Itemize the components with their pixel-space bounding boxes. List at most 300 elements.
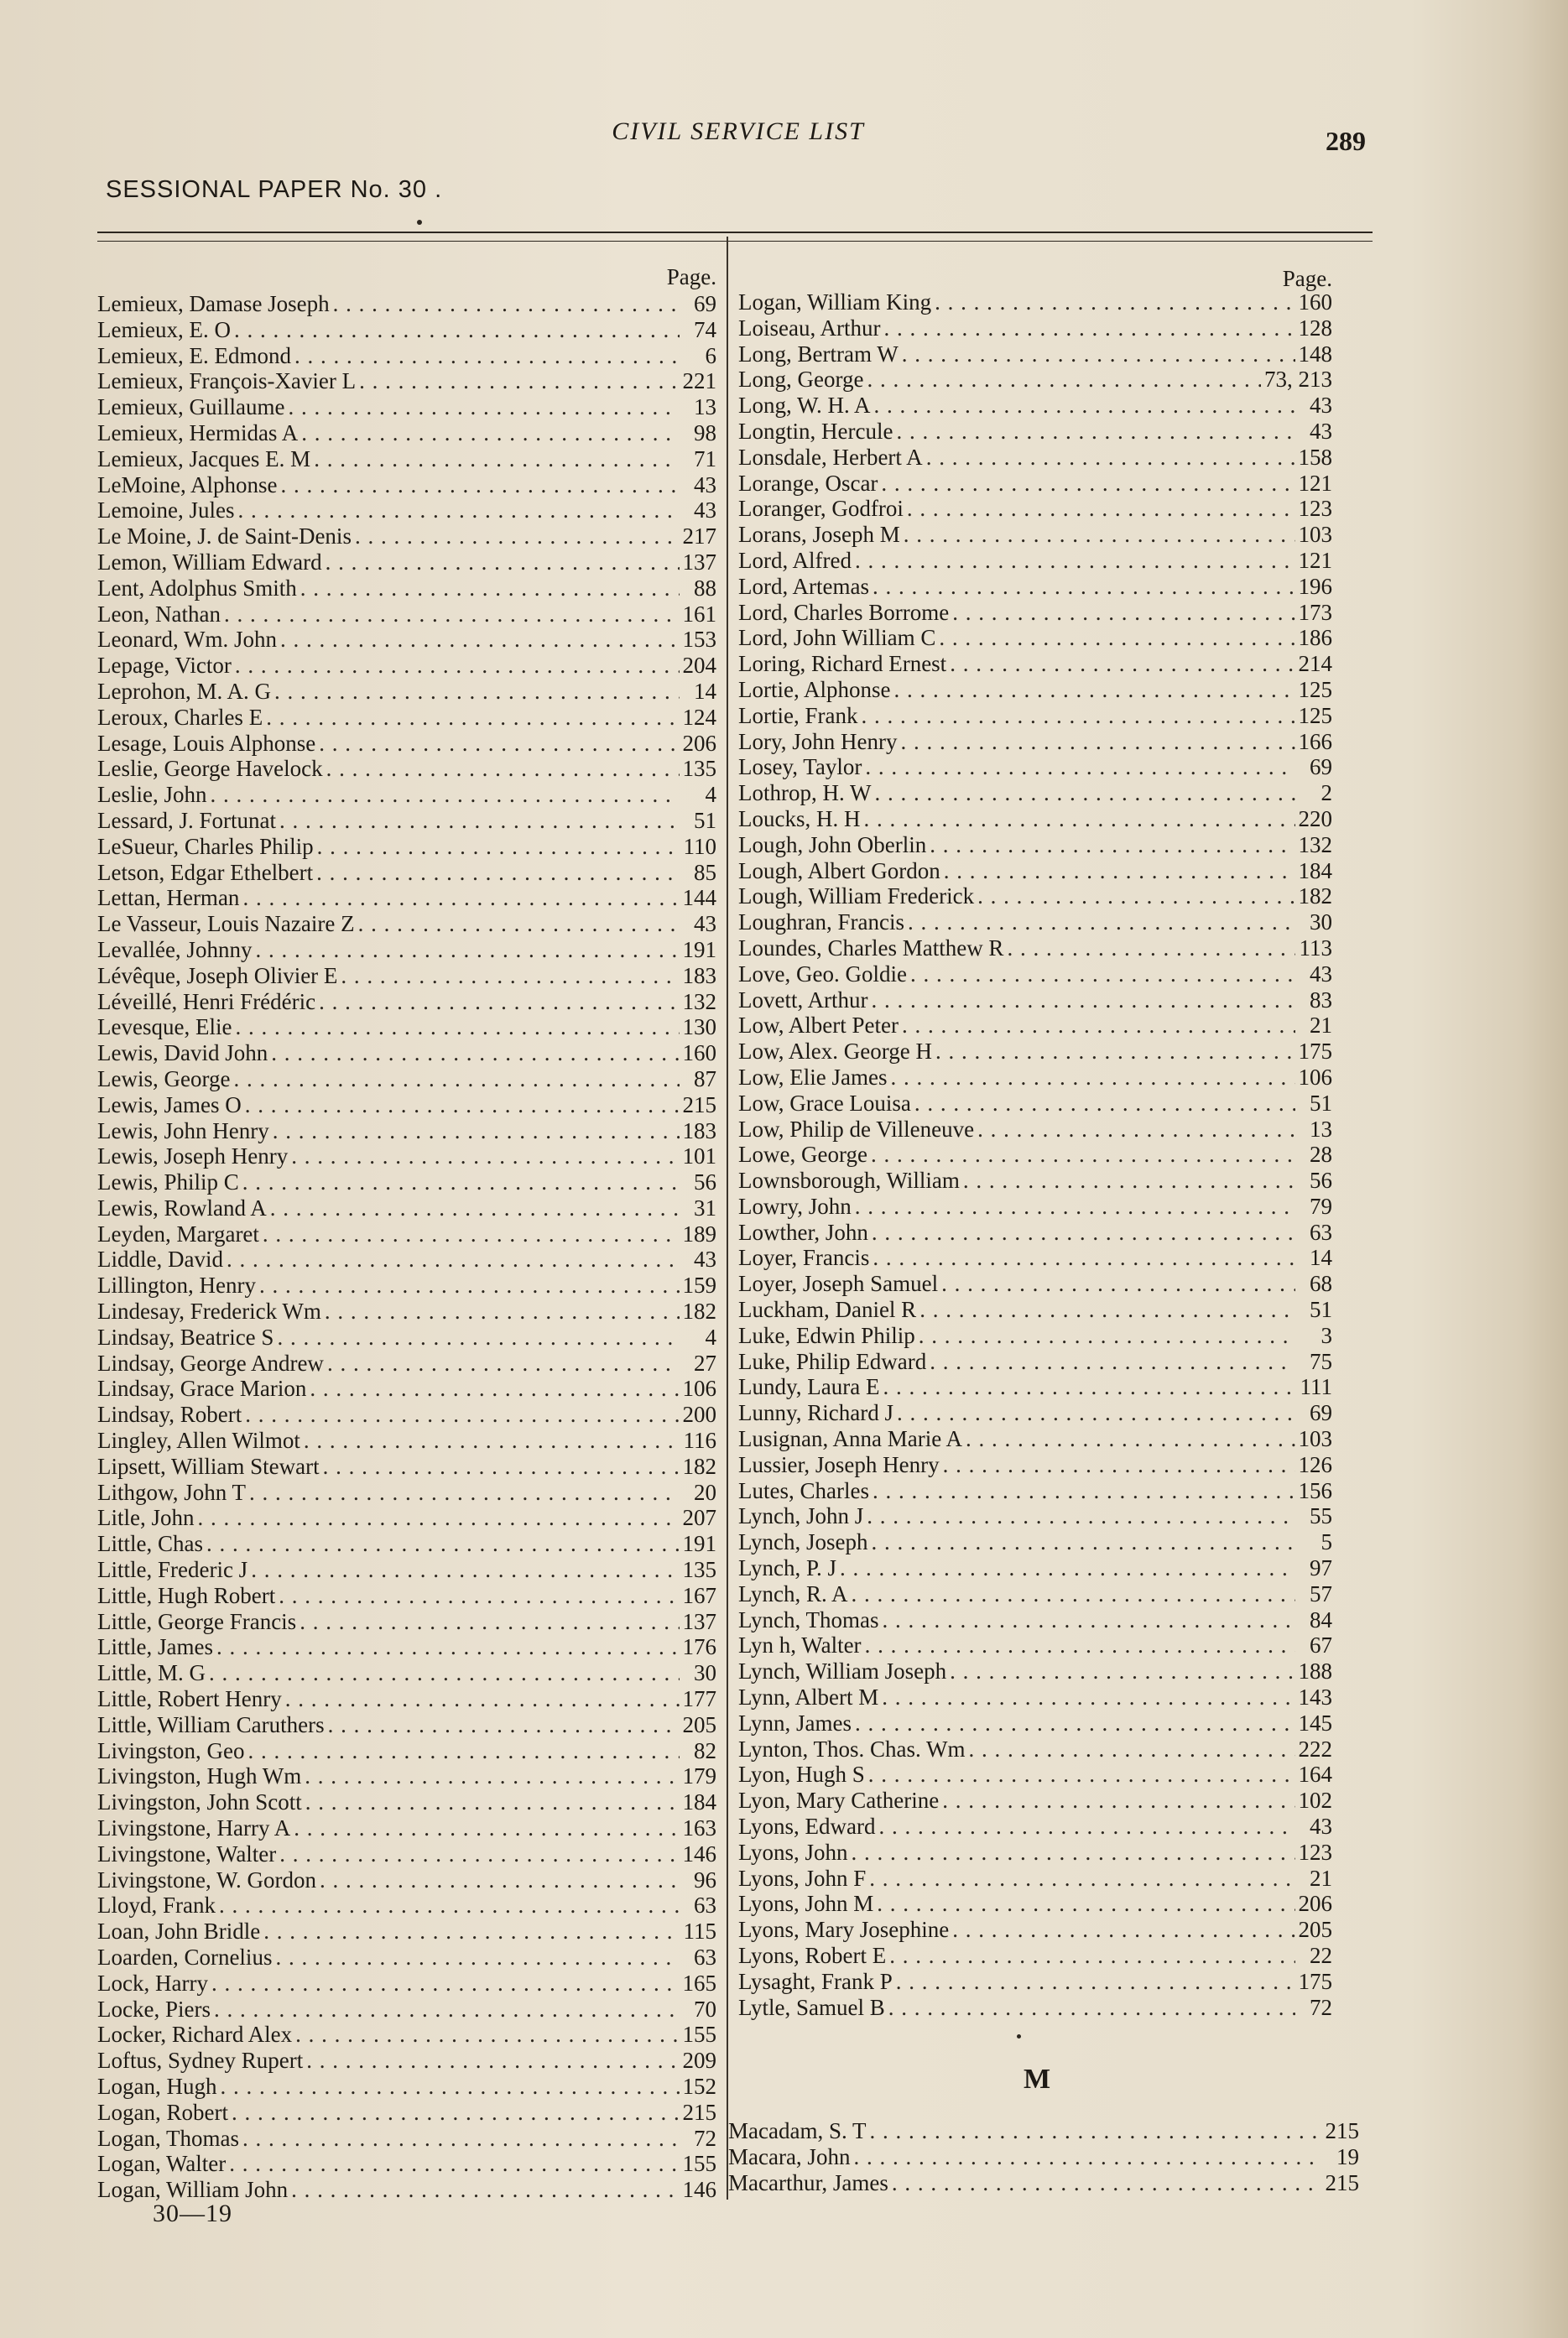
dot-leader (220, 2074, 679, 2100)
index-entry (97, 575, 716, 601)
index-entry (738, 651, 1332, 677)
entry-name: Leon, Nathan (97, 601, 221, 627)
entry-page-number: 128 (1298, 315, 1332, 341)
dot-leader (341, 963, 679, 989)
dot-leader (280, 627, 680, 653)
dot-leader (355, 523, 680, 549)
header-rule-top (97, 232, 1373, 233)
index-entry (97, 1763, 716, 1789)
index-entry (97, 1634, 716, 1660)
entry-name: Lorans, Joseph M (738, 522, 900, 548)
dot-leader (881, 471, 1295, 497)
entry-name: Lynch, Thomas (738, 1606, 879, 1632)
entry-name: Lynch, P. J (738, 1555, 837, 1581)
dot-leader (952, 1917, 1295, 1943)
entry-page-number: 43 (1310, 1814, 1332, 1840)
index-entry (738, 1168, 1332, 1194)
entry-name: Leprohon, M. A. G (97, 678, 271, 704)
entry-name: Lytle, Samuel B (738, 1994, 885, 2020)
dot-leader (926, 445, 1295, 471)
entry-name: Lussier, Joseph Henry (738, 1451, 940, 1477)
entry-name: Luke, Edwin Philip (738, 1322, 915, 1348)
entry-page-number: 209 (682, 2048, 716, 2074)
index-entry (738, 935, 1332, 961)
entry-page-number: 43 (1310, 418, 1332, 444)
index-entry (738, 858, 1332, 884)
entry-page-number: 146 (682, 1841, 716, 1867)
entry-page-number: 200 (682, 1402, 716, 1428)
dot-leader (871, 987, 1295, 1013)
entry-name: Lingley, Allen Wilmot (97, 1428, 300, 1454)
entry-page-number: 191 (682, 936, 716, 962)
dot-leader (304, 1428, 680, 1454)
index-entry (738, 1297, 1332, 1323)
entry-page-number: 207 (682, 1505, 716, 1531)
dot-leader (274, 679, 680, 705)
entry-name: Long, George (738, 367, 864, 393)
index-entry (97, 756, 716, 782)
index-entry (97, 937, 716, 963)
index-entry (738, 419, 1332, 445)
entry-page-number: 215 (1325, 2118, 1359, 2143)
dot-leader (214, 1997, 680, 2023)
index-entry (97, 963, 716, 989)
index-entry (738, 625, 1332, 651)
entry-page-number: 135 (682, 1557, 716, 1583)
dot-leader (251, 1557, 679, 1583)
entry-name: Luckham, Daniel R (738, 1297, 917, 1323)
entry-name: Lownsborough, William (738, 1168, 960, 1194)
entry-page-number: 3 (1321, 1322, 1332, 1348)
index-entry (738, 961, 1332, 987)
dot-leader (883, 315, 1295, 341)
dot-leader (305, 1789, 680, 1815)
entry-name: Lewis, David John (97, 1040, 268, 1066)
index-entry (97, 1428, 716, 1454)
entry-name: Lyons, John (738, 1839, 848, 1865)
entry-name: Lusignan, Anna Marie A (738, 1426, 962, 1452)
index-entry (728, 2144, 1359, 2170)
dot-leader (977, 883, 1295, 909)
index-entry (97, 1299, 716, 1325)
entry-name: Lewis, George (97, 1065, 231, 1091)
index-entry (97, 1376, 716, 1402)
entry-name: Lunny, Richard J (738, 1400, 893, 1426)
dot-leader (305, 1763, 679, 1789)
index-entry (97, 1505, 716, 1531)
entry-name: Lowe, George (738, 1142, 867, 1168)
entry-name: Loranger, Godfroi (738, 496, 904, 522)
dot-leader (969, 1737, 1295, 1763)
entry-page-number: 51 (1310, 1090, 1332, 1116)
index-entry (97, 1919, 716, 1945)
entry-name: Little, James (97, 1634, 213, 1660)
dot-leader (210, 782, 680, 808)
index-entry (97, 420, 716, 446)
entry-name: Litle, John (97, 1505, 195, 1531)
entry-page-number: 177 (682, 1686, 716, 1712)
entry-name: Macara, John (728, 2143, 851, 2169)
index-entry (97, 497, 716, 523)
entry-name: Lovett, Arthur (738, 987, 868, 1013)
index-entry (738, 780, 1332, 806)
dot-leader (294, 1815, 679, 1841)
entry-name: Logan, William King (738, 289, 932, 315)
index-entry (97, 2126, 716, 2152)
entry-name: Lord, Charles Borrome (738, 599, 950, 625)
index-entry (738, 496, 1332, 522)
entry-page-number: 69 (1310, 754, 1332, 780)
dot-leader (840, 1555, 1295, 1581)
entry-page-number: 145 (1298, 1710, 1332, 1736)
entry-page-number: 143 (1298, 1685, 1332, 1711)
dot-leader (275, 1945, 680, 1971)
left-entry-list (97, 291, 716, 2203)
index-entry (738, 832, 1332, 858)
entry-page-number: 137 (682, 549, 716, 575)
entry-page-number: 27 (694, 1350, 716, 1376)
dot-leader (259, 1273, 680, 1299)
entry-page-number: 69 (694, 291, 716, 316)
entry-name: Letson, Edgar Ethelbert (97, 859, 314, 885)
entry-name: Lyons, John M (738, 1891, 874, 1917)
index-entry (97, 317, 716, 343)
dot-leader (950, 1658, 1295, 1685)
entry-name: Lyons, John F (738, 1865, 867, 1891)
dot-leader (295, 2022, 679, 2048)
entry-name: Livingstone, W. Gordon (97, 1867, 316, 1893)
index-entry (97, 1609, 716, 1635)
index-entry (738, 1658, 1332, 1685)
entry-page-number: 182 (682, 1453, 716, 1479)
entry-name: Lewis, Philip C (97, 1169, 239, 1195)
dot-leader (277, 1325, 680, 1351)
index-entry (97, 834, 716, 860)
entry-name: Le Moine, J. de Saint-Denis (97, 523, 352, 549)
running-title: CIVIL SERVICE LIST (612, 117, 865, 145)
index-entry (97, 679, 716, 705)
entry-name: Livingston, Hugh Wm (97, 1763, 302, 1789)
entry-name: Lutes, Charles (738, 1477, 869, 1503)
entry-page-number: 82 (694, 1737, 716, 1763)
entry-name: Lévêque, Joseph Olivier E (97, 962, 338, 988)
entry-page-number: 19 (1336, 2143, 1359, 2169)
entry-page-number: 56 (1310, 1168, 1332, 1194)
dot-leader (873, 1245, 1295, 1271)
entry-page-number: 166 (1298, 728, 1332, 754)
entry-page-number: 110 (683, 833, 716, 859)
dot-leader (902, 1013, 1295, 1039)
dot-leader (326, 549, 680, 575)
entry-name: LeSueur, Charles Philip (97, 833, 314, 859)
entry-page-number: 21 (1310, 1013, 1332, 1039)
entry-name: Lory, John Henry (738, 728, 898, 754)
entry-name: Logan, Robert (97, 2099, 228, 2125)
dot-leader (333, 291, 680, 317)
dot-leader (255, 937, 679, 963)
entry-page-number: 83 (1310, 987, 1332, 1013)
index-entry (738, 548, 1332, 574)
entry-page-number: 148 (1298, 341, 1332, 367)
index-entry (97, 1014, 716, 1040)
index-entry (97, 343, 716, 369)
dot-leader (359, 368, 679, 394)
entry-page-number: 123 (1298, 1839, 1332, 1865)
entry-page-number: 63 (1310, 1219, 1332, 1245)
index-entry (738, 1013, 1332, 1039)
entry-page-number: 184 (1298, 857, 1332, 883)
index-entry (97, 860, 716, 886)
entry-name: Lynn, James (738, 1710, 852, 1736)
dot-leader (935, 1039, 1295, 1065)
dot-leader (209, 1660, 680, 1686)
entry-name: Livingstone, Walter (97, 1841, 277, 1867)
entry-page-number: 51 (694, 807, 716, 833)
entry-name: Lindsay, Beatrice S (97, 1324, 274, 1350)
dot-leader (245, 1092, 680, 1118)
entry-page-number: 160 (1298, 289, 1332, 315)
entry-page-number: 183 (682, 1117, 716, 1143)
index-entry (97, 1531, 716, 1557)
entry-page-number: 175 (1298, 1968, 1332, 1994)
entry-page-number: 186 (1298, 625, 1332, 651)
index-entry (97, 705, 716, 731)
entry-name: Lemon, William Edward (97, 549, 322, 575)
entry-name: Lyons, Mary Josephine (738, 1917, 950, 1943)
entry-page-number: 132 (1298, 831, 1332, 857)
index-entry (97, 1143, 716, 1169)
index-entry (738, 1891, 1332, 1917)
index-entry (97, 1789, 716, 1815)
entry-name: Low, Alex. George H (738, 1039, 932, 1065)
dot-leader (319, 989, 679, 1015)
entry-name: Lindsay, Grace Marion (97, 1376, 307, 1402)
dot-leader (270, 1195, 680, 1221)
index-entry (97, 1557, 716, 1583)
entry-name: Little, George Francis (97, 1608, 297, 1634)
dot-leader (897, 1400, 1295, 1426)
index-entry (97, 1893, 716, 1919)
entry-name: Lemieux, Hermidas A (97, 419, 299, 445)
entry-name: Lynch, R. A (738, 1580, 848, 1606)
entry-name: Luke, Philip Edward (738, 1348, 927, 1374)
dot-leader (896, 419, 1295, 445)
entry-name: LeMoine, Alphonse (97, 471, 278, 497)
index-entry (738, 1065, 1332, 1091)
dot-leader (320, 1867, 680, 1893)
entry-name: Love, Geo. Goldie (738, 961, 907, 987)
entry-name: Leslie, George Havelock (97, 756, 323, 782)
entry-name: Loan, John Bridle (97, 1919, 261, 1945)
entry-page-number: 184 (682, 1789, 716, 1815)
dot-leader (266, 705, 679, 731)
entry-name: Lorange, Oscar (738, 470, 878, 496)
entry-name: Macadam, S. T (728, 2118, 867, 2143)
entry-name: Lord, Artemas (738, 573, 869, 599)
dot-leader (279, 1841, 679, 1867)
index-entry (97, 1712, 716, 1738)
dot-leader (242, 885, 679, 911)
entry-page-number: 205 (1298, 1917, 1332, 1943)
index-entry (97, 1583, 716, 1609)
index-entry (738, 289, 1332, 315)
entry-page-number: 74 (694, 316, 716, 342)
dot-leader (234, 317, 680, 343)
index-entry (738, 1194, 1332, 1220)
dot-leader (896, 1969, 1295, 1995)
dot-leader (245, 1402, 679, 1428)
index-entry (97, 291, 716, 317)
entry-page-number: 206 (682, 730, 716, 756)
entry-page-number: 160 (682, 1040, 716, 1066)
entry-page-number: 164 (1298, 1762, 1332, 1788)
index-entry (97, 627, 716, 653)
entry-name: Lowry, John (738, 1193, 852, 1219)
entry-page-number: 70 (694, 1996, 716, 2022)
entry-page-number: 97 (1310, 1555, 1332, 1581)
entry-name: Lonsdale, Herbert A (738, 444, 923, 470)
left-column (97, 263, 716, 2203)
entry-name: Little, Chas (97, 1531, 203, 1557)
index-entry (97, 2022, 716, 2048)
entry-page-number: 20 (694, 1479, 716, 1505)
entry-name: Lemieux, Damase Joseph (97, 291, 330, 316)
dot-leader (893, 677, 1295, 703)
index-entry (97, 1867, 716, 1893)
dot-leader (907, 496, 1295, 522)
entry-page-number: 57 (1310, 1580, 1332, 1606)
entry-page-number: 155 (682, 2151, 716, 2177)
dot-leader (919, 1297, 1295, 1323)
index-entry (97, 446, 716, 472)
entry-name: Longtin, Hercule (738, 418, 893, 444)
entry-page-number: 72 (694, 2125, 716, 2151)
entry-page-number: 75 (1310, 1348, 1332, 1374)
dot-leader (865, 1632, 1295, 1658)
index-entry (738, 1529, 1332, 1555)
index-entry (738, 703, 1332, 729)
entry-page-number: 87 (694, 1065, 716, 1091)
index-entry (97, 731, 716, 757)
entry-page-number: 152 (682, 2073, 716, 2099)
entry-page-number: 204 (682, 653, 716, 679)
index-entry (97, 1221, 716, 1247)
entry-page-number: 31 (694, 1195, 716, 1221)
entry-name: Losey, Taylor (738, 754, 862, 780)
entry-name: Livingston, Geo (97, 1737, 245, 1763)
dot-leader (229, 2151, 679, 2177)
entry-page-number: 176 (682, 1634, 716, 1660)
entry-name: Lortie, Alphonse (738, 676, 891, 702)
entry-page-number: 71 (694, 445, 716, 471)
index-entry (738, 677, 1332, 703)
entry-name: Little, M. G (97, 1660, 206, 1686)
entry-page-number: 156 (1298, 1477, 1332, 1503)
entry-name: Lyon, Hugh S (738, 1762, 865, 1788)
entry-name: Locker, Richard Alex (97, 2022, 293, 2048)
dot-leader (273, 1118, 680, 1144)
index-entry (738, 1788, 1332, 1814)
dot-leader (869, 1866, 1295, 1892)
index-entry (738, 471, 1332, 497)
entry-page-number: 215 (1325, 2169, 1359, 2195)
entry-name: Lough, Albert Gordon (738, 857, 940, 883)
entry-page-number: 68 (1310, 1271, 1332, 1297)
column-divider (727, 237, 728, 2200)
dot-leader (890, 1065, 1295, 1091)
entry-page-number: 55 (1310, 1503, 1332, 1529)
dot-leader (877, 1891, 1295, 1917)
entry-name: Loyer, Joseph Samuel (738, 1271, 939, 1297)
index-entry (738, 1142, 1332, 1168)
index-entry (738, 1632, 1332, 1658)
entry-page-number: 79 (1310, 1193, 1332, 1219)
entry-page-number: 125 (1298, 702, 1332, 728)
index-entry (97, 1092, 716, 1118)
entry-page-number: 182 (682, 1299, 716, 1325)
entry-page-number: 106 (1298, 1064, 1332, 1090)
entry-name: Lillington, Henry (97, 1273, 256, 1299)
entry-name: Lindsay, Robert (97, 1402, 242, 1428)
entry-page-number: 28 (1310, 1142, 1332, 1168)
dot-leader (323, 1454, 680, 1480)
dot-leader (873, 1478, 1295, 1504)
entry-page-number: 163 (682, 1815, 716, 1841)
entry-page-number: 13 (1310, 1116, 1332, 1142)
right-column (738, 266, 1332, 2020)
index-entry (738, 1091, 1332, 1117)
dot-leader (242, 1169, 680, 1195)
dot-leader (883, 1374, 1295, 1400)
index-entry (738, 1607, 1332, 1633)
index-entry (97, 1454, 716, 1480)
entry-name: Little, William Caruthers (97, 1711, 325, 1737)
entry-page-number: 167 (682, 1582, 716, 1608)
index-entry (97, 1686, 716, 1712)
entry-page-number: 85 (694, 859, 716, 885)
right-entry-list (738, 289, 1332, 2020)
entry-name: Loundes, Charles Matthew R (738, 935, 1004, 961)
entry-page-number: 153 (682, 627, 716, 653)
entry-page-number: 158 (1298, 444, 1332, 470)
dot-leader (326, 756, 680, 782)
index-entry (738, 729, 1332, 755)
dot-leader (882, 1607, 1295, 1633)
index-entry (97, 2048, 716, 2074)
dot-leader (908, 909, 1295, 935)
entry-name: Lemoine, Jules (97, 497, 235, 523)
index-entry (738, 574, 1332, 600)
dot-leader (249, 1480, 680, 1506)
entry-page-number: 121 (1298, 470, 1332, 496)
dot-leader (855, 1711, 1295, 1737)
entry-name: Loftus, Sydney Rupert (97, 2048, 304, 2074)
entry-page-number: 56 (694, 1169, 716, 1195)
index-entry (97, 1118, 716, 1144)
dot-leader (263, 1221, 680, 1247)
entry-page-number: 72 (1310, 1994, 1332, 2020)
entry-page-number: 196 (1298, 573, 1332, 599)
index-entry (97, 989, 716, 1015)
index-entry (97, 885, 716, 911)
entry-name: Lock, Harry (97, 1970, 208, 1996)
entry-name: Loughran, Francis (738, 909, 904, 935)
entry-name: Lortie, Frank (738, 702, 858, 728)
dot-leader (935, 289, 1295, 315)
index-entry (97, 394, 716, 420)
index-entry (738, 1220, 1332, 1246)
entry-page-number: 63 (694, 1945, 716, 1970)
